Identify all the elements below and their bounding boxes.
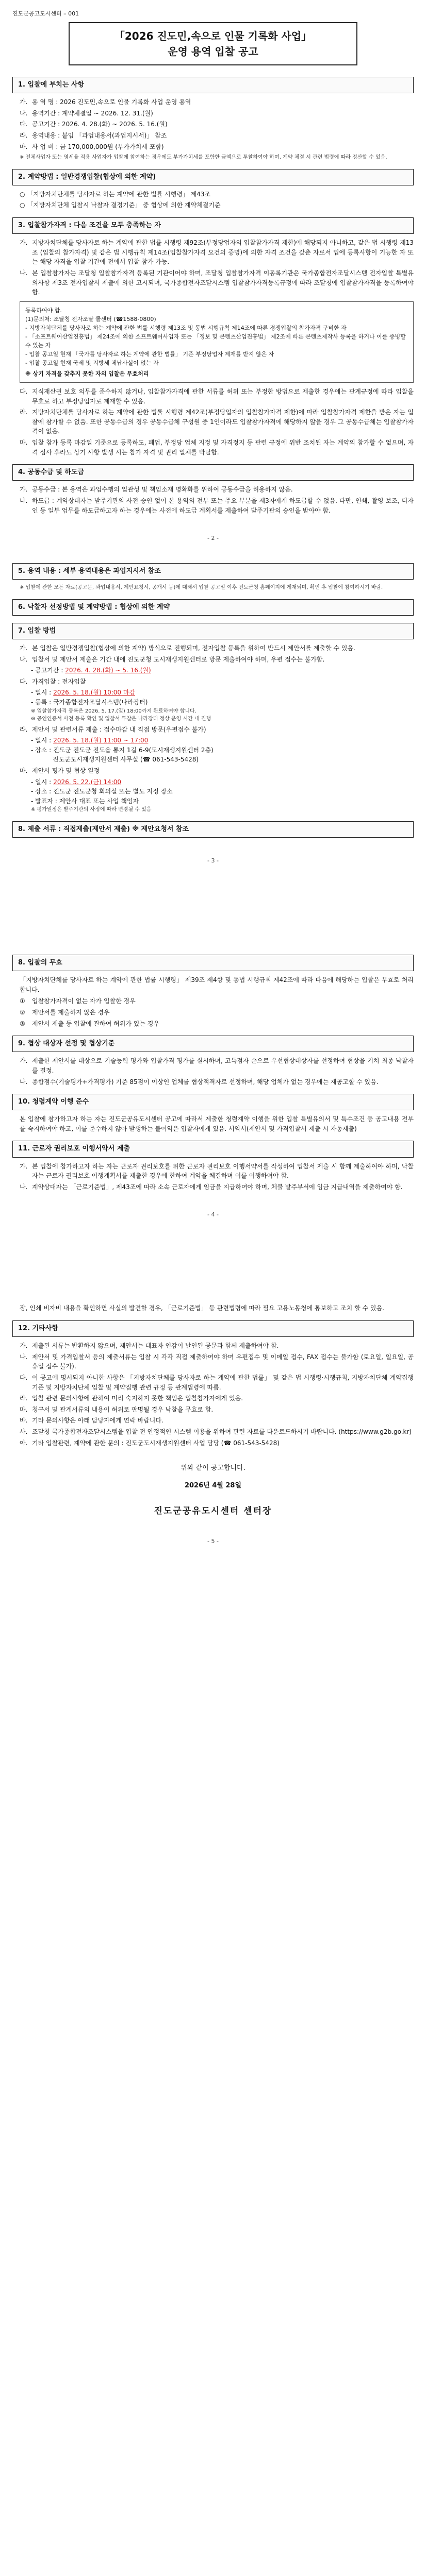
list-item [20, 1077, 414, 1087]
item-text: 입찰참가자격이 없는 자가 입찰한 경우 [32, 997, 136, 1005]
section-7-proposal-submit: 라. 제안서 및 관련서류 제출 : 접수마감 내 직접 방문(우편접수 불가) [20, 725, 206, 733]
list-item [20, 1008, 414, 1018]
section-12-items [12, 1341, 414, 1448]
section-1-items [12, 97, 414, 151]
section-7-items [12, 643, 414, 664]
item-text: 공동수급 : 본 용역은 과업수행의 일관성 및 책임소재 명확화를 위하여 공동수급을 허용하지 않음. [32, 486, 293, 494]
list-item [20, 1427, 414, 1437]
detail-label: - 장소 : [31, 788, 52, 795]
item-label: 아. [20, 1439, 28, 1447]
detail-label: - 장소 : [31, 746, 52, 754]
detail-line [31, 777, 414, 787]
item-label: ③ [20, 1020, 25, 1027]
item-label: 나. [20, 1353, 28, 1361]
item-text: 본 입찰은 일반경쟁입찰(협상에 의한 계약) 방식으로 진행되며, 전자입찰 등록을 위하여 반드시 제안서를 제출할 수 있음. [32, 645, 355, 652]
list-item [20, 1438, 414, 1448]
item-label: 바. [20, 1417, 28, 1425]
item-label: 다. [20, 121, 28, 128]
section-invalid-heading: 8. 입찰의 무효 [12, 955, 414, 971]
item-text: 지방자치단체를 당사자로 하는 계약에 관한 법률 시행령 제92조(부정당업자의 입찰참가자격 제한)에 해당되지 아니하고, 같은 법 시행령 제13조 (입찰의 참가자격) 및 같은 법 시행규칙 제14조(입찰참가자격 요건의 증명)에 의한 자격 조건을 갖춘 자로서 입에 등록사항이 기능한 자 또는 해당 자격을 입찰 기간에 전에서 입찰 참가 가능. [32, 239, 414, 266]
item-text: 공고기간 : 2026. 4. 28.(화) ~ 2026. 5. 16.(월) [32, 121, 168, 128]
section-3-heading: 3. 입찰참가자격 : 다음 조건을 모두 충족하는 자 [12, 217, 414, 234]
item-text: 제안서를 제출하지 않은 경우 [32, 1009, 110, 1016]
item-label: ① [20, 997, 25, 1005]
detail-line [31, 698, 414, 707]
section-10-heading: 10. 청렴계약 이행 준수 [12, 1094, 414, 1110]
item-text: 제안서 및 가격입찰서 등의 제출서류는 입찰 시 각각 직접 제출하여야 하며 우편접수 및 이메일 접수, FAX 접수는 불가함 (토요일, 일요일, 공휴일 접수 불가). [32, 1353, 414, 1370]
detail-label: - 등록 : [31, 699, 52, 706]
section-9-items [12, 1056, 414, 1087]
list-item [20, 1373, 414, 1392]
item-label: 나. [20, 655, 28, 663]
section-3-requirement-box [20, 301, 414, 383]
section-12-heading: 12. 기타사항 [12, 1320, 414, 1337]
item-text: 입찰 관련 문의사항에 관하여 미리 숙지하지 못한 책임은 입찰참가자에게 있음. [32, 1395, 243, 1402]
item-label: 나. [20, 1078, 28, 1086]
list-item [20, 655, 414, 665]
item-label: 가. [20, 1057, 28, 1065]
item-label: 나. [20, 1183, 28, 1191]
list-item [20, 387, 414, 406]
item-text: 용역내용 : 붙임 「과업내용서(과업지시서)」 참조 [32, 131, 167, 139]
list-item [20, 97, 414, 107]
item-text: 지식재산권 보호 의무를 준수하지 않거나, 입찰참가자격에 관한 서류를 허위 또는 부정한 방법으로 제출한 경우에는 관계규정에 따라 입찰을 무효로 하고 부정당업자로 제재할 수 있음. [32, 388, 414, 405]
list-item [20, 109, 414, 118]
section-5-heading: 5. 용역 내용 : 세부 용역내용은 과업지시서 참조 [12, 563, 414, 580]
item-text: 조달청 국가종합전자조달시스템을 입찰 전 안정적인 시스템 이용을 위하여 관련 자료를 다운로드하시기 바랍니다. (https://www.g2b.go.kr) [32, 1428, 412, 1435]
detail-line [31, 796, 414, 806]
detail-label: - 일시 : [31, 778, 52, 786]
box-line: 등록하여야 함. [25, 307, 62, 314]
item-label: 다. [20, 1374, 28, 1381]
list-item [20, 1056, 414, 1075]
item-label: ② [20, 1009, 25, 1016]
list-item [20, 485, 414, 495]
list-item [20, 996, 414, 1006]
item-text: 입찰서 및 제안서 제출은 기간 내에 진도군청 도시재생지원센터로 방문 제출하여야 하며, 우편 접수는 불가함. [32, 655, 325, 663]
item-label: 가. [20, 98, 28, 106]
item-label: 가. [20, 486, 28, 494]
item-text: 하도급 : 계약상대자는 발주기관의 사전 승인 없이 본 용역의 전부 또는 주요 부분을 제3자에게 하도급할 수 없음. 다만, 인쇄, 촬영 보조, 디자인 등 일부 업무를 하도급하고자 하는 경우에는 사전에 하도급 계획서를 제출하여 발주기관의 승인을 받아야 함. [32, 497, 414, 514]
list-item [20, 131, 414, 141]
section-11-heading: 11. 근로자 권리보호 이행서약서 제출 [12, 1141, 414, 1157]
item-label: 마. [20, 143, 28, 150]
section-7-evaluation-note: ※ 평가일정은 발주기관의 사정에 따라 변경될 수 있음 [31, 807, 152, 813]
list-item [20, 1394, 414, 1403]
section-4-items [12, 485, 414, 515]
section-invalid-items [12, 996, 414, 1028]
section-invalid-para: 「지방자치단체를 당사자로 하는 계약에 관한 법률 시행령」 제39조 제4항 및 동법 시행규칙 제42조에 따라 다음에 해당하는 입찰은 무효로 처리합니다. [20, 976, 414, 993]
item-label: 나. [20, 109, 28, 117]
detail-value: 제안사 대표 또는 사업 책임자 [59, 797, 139, 805]
detail-line [31, 736, 414, 745]
page-number-3: - 3 - [207, 857, 219, 865]
box-line: - 입찰 공고일 현재 국세 및 지방세 체납사실이 없는 자 [25, 359, 159, 366]
detail-label: - 발표자 : [31, 797, 57, 805]
section-9-heading: 9. 협상 대상자 선정 및 협상기준 [12, 1036, 414, 1052]
section-7-price-note-2: ※ 공인인증서 사전 등록 확인 및 입찰서 투찰은 나라장터 정상 운영 시간 내 진행 [31, 716, 211, 722]
section-5-note: ※ 입찰에 관한 모든 자료(공고문, 과업내용서, 제안요청서, 공개서 등)에 대해서 입찰 공고일 이후 진도군청 홈페이지에 게재되며, 확인 후 입찰에 참여하시기 바람. [20, 585, 383, 591]
item-text: 종합점수(기술평가+가격평가) 기준 85점이 이상인 업체를 협상적격자로 선정하며, 해당 업체가 없는 경우에는 재공고할 수 있음. [32, 1078, 379, 1086]
section-7-contact: 진도군도시재생지원센터 사무실 (☎ 061-543-5428) [53, 756, 199, 764]
item-text: 제출한 제안서를 대상으로 기술능력 평가와 입찰가격 평가를 실시하며, 고득점자 순으로 우선협상대상자를 선정하여 협상을 거쳐 최종 낙찰자를 결정. [32, 1057, 414, 1074]
section-7-period: - 공고기간 : 2026. 4. 28.(화) ~ 5. 16.(월) [31, 667, 151, 674]
section-7-price-bid: 다. 가격입찰 : 전자입찰 [20, 677, 86, 685]
list-item [20, 1162, 414, 1181]
list-item [20, 1405, 414, 1415]
item-text: 기타 입찰관련, 계약에 관한 문의 : 진도군도시재생지원센터 사업 담당 (☎ 061-543-5428) [32, 1439, 280, 1447]
section-2-basis-1: ○ 「지방자치단체를 당사자로 하는 계약에 관한 법률 시행령」 제43조 [20, 190, 211, 198]
section-3-items-2 [12, 387, 414, 457]
detail-value: 진도군 진도군청 회의실 또는 별도 지정 장소 [53, 788, 173, 795]
section-7-price-note-1: ※ 입찰참가자격 등록은 2026. 5. 17.(일) 18:00까지 완료하여야 합니다. [31, 708, 196, 714]
page-number-4: - 4 - [207, 1211, 219, 1218]
item-text: 본 입찰에 참가하고자 하는 자는 근로자 권리보호를 위한 근로자 권리보호 이행서약서를 작성하여 입찰서 제출 시 함께 제출하여야 하며, 낙찰자는 근로자 권리보호 이행계획서를 제출한 경우에 한하여 계약을 체결하며 이를 이행하여야 함. [32, 1162, 414, 1180]
item-label: 나. [20, 497, 28, 504]
item-text: 기타 문의사항은 아래 담당자에게 연락 바랍니다. [32, 1417, 163, 1425]
list-item [20, 142, 414, 152]
item-label: 마. [20, 439, 28, 447]
document-title [69, 22, 357, 65]
box-line: - 입찰 공고일 현재 「국가를 당사자로 하는 계약에 관한 법률」 기준 부정당업자 제재를 받지 않은 자 [25, 350, 274, 358]
section-11-items [12, 1162, 414, 1192]
item-text: 제안서 제출 등 입찰에 관하여 허위가 있는 경우 [32, 1020, 159, 1027]
item-label: 라. [20, 131, 28, 139]
item-text: 입찰 참가 등록 마감일 기준으로 등록하도, 폐업, 부정당 업체 지정 및 자격정지 등 관련 규정에 위반 조치된 자는 계약의 참가할 수 없으며, 자격 심사 후라도 상기 사항 발생 시는 참가 자격 및 권리 일체를 박탈함. [32, 439, 414, 456]
closing-statement: 위와 같이 공고합니다. [181, 1464, 245, 1472]
list-item [20, 1341, 414, 1351]
list-item [20, 268, 414, 297]
section-3-items [12, 238, 414, 297]
detail-value: 2026. 5. 18.(월) 10:00 마감 [53, 689, 136, 697]
item-label: 마. [20, 1405, 28, 1413]
item-label: 가. [20, 239, 28, 247]
closing-date: 2026년 4월 28일 [184, 1482, 242, 1490]
detail-value: 진도군 진도군 진도읍 통지 1길 6-9(도시재생지원센터 2층) [53, 746, 214, 754]
item-label: 라. [20, 1395, 28, 1402]
section-7-evaluation-lines [12, 777, 414, 806]
section-4-heading: 4. 공동수급 및 하도급 [12, 464, 414, 481]
section-2-heading: 2. 계약방법 : 일반경쟁입찰(협상에 의한 계약) [12, 169, 414, 185]
detail-value: 2026. 5. 22.(금) 14:00 [53, 778, 122, 786]
section-6-heading: 6. 낙찰자 선정방법 및 계약방법 : 협상에 의한 계약 [12, 599, 414, 616]
section-3-box-star: ※ 상기 자격을 갖추지 못한 자의 입찰은 무효처리 [25, 370, 149, 378]
section-1-note: ※ 전체사업자 또는 영세율 적용 사업자가 입찰에 참여하는 경우에도 부가가치세를 포함한 금액으로 투찰하여야 하며, 계약 체결 시 관련 법령에 따라 정산할 수 있음. [20, 155, 387, 161]
list-item [20, 238, 414, 267]
item-text: 용 역 명 : 2026 진도민,속으로 인물 기록화 사업 운영 용역 [32, 98, 191, 106]
list-item [20, 1019, 414, 1029]
list-item [20, 438, 414, 457]
detail-label: - 일시 : [31, 689, 52, 697]
item-label: 다. [20, 388, 28, 396]
detail-value: 국가종합전자조달시스템(나라장터) [53, 699, 148, 706]
list-item [20, 1416, 414, 1426]
page-number-5: - 5 - [207, 1537, 219, 1545]
title-line-2: 운영 용역 입찰 공고 [168, 45, 258, 58]
item-text: 제출된 서류는 반환하지 않으며, 제안서는 대표자 인감이 날인된 공문과 함께 제출하여야 함. [32, 1342, 279, 1350]
item-label: 가. [20, 1342, 28, 1350]
detail-label: - 일시 : [31, 737, 52, 744]
list-item [20, 496, 414, 515]
section-2-basis-2: ○ 「지방자치단체 입찰시 낙찰자 결정기준」 중 협상에 의한 계약체결기준 [20, 201, 221, 209]
title-line-1: 「2026 진도민,속으로 인물 기록화 사업」 [114, 30, 312, 43]
item-label: 나. [20, 269, 28, 277]
item-label: 라. [20, 409, 28, 416]
item-text: 이 공고에 명시되지 아니한 사항은 「지방자치단체를 당사자로 하는 계약에 관한 법률」 및 같은 법 시행령·시행규칙, 지방자치단체 계약집행기준 및 지방자치단체 입찰 및 계약집행 관련 규정 등 관계법령에 따름. [32, 1374, 414, 1391]
list-item [20, 120, 414, 129]
list-item [20, 1352, 414, 1371]
section-10-para: 본 입찰에 참가하고자 하는 자는 진도군공유도시센터 공고에 따라서 제출한 청렴계약 이행을 위한 입찰 특별유의서 및 특수조건 등 공고내용 전부를 숙지하여야 하고, 이를 준수하지 않아 발생하는 불이익은 입찰자에게 있음. 서약서(제안서 및 가격입찰서 제출 시 자동제출) [20, 1115, 414, 1132]
page-number-2: - 2 - [207, 535, 219, 542]
detail-value: 2026. 5. 18.(월) 11:00 ~ 17:00 [53, 737, 149, 744]
section-1-heading: 1. 입찰에 부치는 사항 [12, 77, 414, 93]
item-text: 지방자치단체를 당사자로 하는 계약에 관한 법률 시행령 제42조(부정당업자의 입찰참가자격 제한)에 따라 입찰참가자격 제한을 받은 자는 입찰에 참가할 수 없음. 또한 공동수급의 경우 공동수급체 구성원 중 1인이라도 입찰참가자격에 해당하지 않을 경우 그 공동수급체는 입찰참가자격이 없음. [32, 409, 414, 435]
closing-organization: 진도군공유도시센터 센터장 [154, 1506, 272, 1517]
section-7-proposal-lines [12, 736, 414, 755]
item-label: 가. [20, 1162, 28, 1170]
item-text: 용역기간 : 계약체결일 ~ 2026. 12. 31.(월) [32, 109, 153, 117]
section-7-evaluation: 마. 제안서 평가 및 협상 일정 [20, 767, 100, 775]
section-11-continued: 장, 인쇄 비자비 내용을 확인하면 사실의 발견할 경우, 「근로기준법」 등 관련법령에 따라 필요 고용노동청에 통보하고 조치 할 수 있음. [20, 1304, 384, 1312]
list-item [20, 643, 414, 653]
box-line: - 지방자치단체를 당사자로 하는 계약에 관한 법률 시행령 제13조 및 동법 시행규칙 제14조에 따른 경쟁입찰의 참가자격 구비한 자 [25, 324, 347, 331]
section-7-price-bid-lines [12, 688, 414, 707]
item-text: 사 업 비 : 금 170,000,000원 (부가가치세 포함) [32, 143, 164, 150]
section-8-heading: 8. 제출 서류 : 직접제출(제안서 제출) ※ 제안요청서 참조 [12, 821, 414, 838]
item-text: 계약상대자는 「근로기준법」, 제43조에 따라 소속 근로자에게 임금을 지급하여야 하며, 체불 발주부서에 임금 지급내역을 제출하여야 함. [32, 1183, 403, 1191]
box-line: - 「소프트웨어산업진흥법」 제24조에 의한 소프트웨어사업자 또는 「정보 및 콘텐츠산업진흥법」 제2조에 따른 콘텐츠제작사 등록을 하거나 이를 증빙할 수 있는 자 [25, 333, 406, 349]
list-item [20, 1182, 414, 1192]
detail-line [31, 688, 414, 698]
section-7-heading: 7. 입찰 방법 [12, 623, 414, 639]
item-label: 사. [20, 1428, 28, 1435]
detail-line [31, 787, 414, 796]
box-line: (1)문의처: 조달청 전자조달 콜센터 (☎1588-0800) [25, 315, 156, 323]
notice-number: 진도군공고도시센터 – 001 [12, 10, 79, 17]
item-text: 청구서 및 관계서류의 내용이 허위로 판명될 경우 낙찰을 무효로 함. [32, 1405, 214, 1413]
detail-line [31, 745, 414, 755]
item-text: 본 입찰참가자는 조달청 입찰참가자격 등록된 기관이어야 하며, 조달청 입찰참가자격 이동록기관은 국가종합전자조달시스템 전자입찰 특별유의사항 제3조 전자입찰서 제출에 의한 고시되며, 국가종합전자조달시스템 입찰참가자격등록규정에 따라 조달청에 입찰참가자격을 등록하여야 함. [32, 269, 414, 296]
item-label: 가. [20, 645, 28, 652]
list-item [20, 408, 414, 436]
